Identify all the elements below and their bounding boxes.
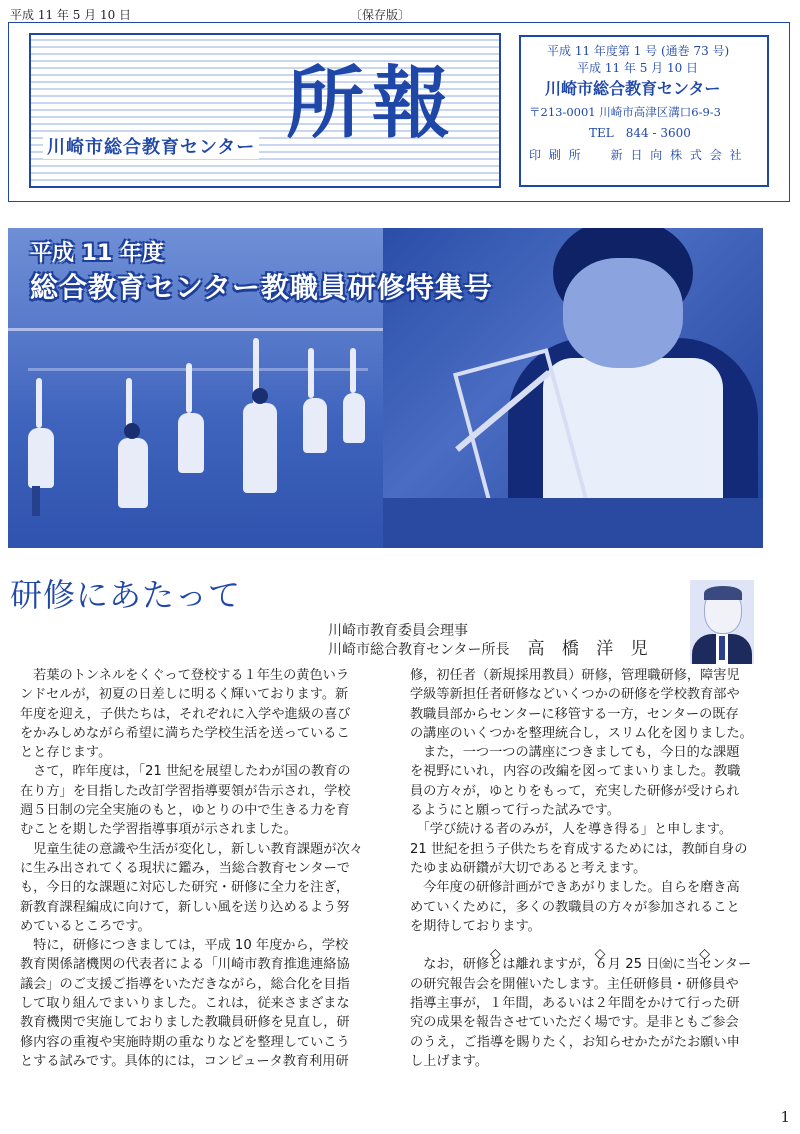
article-column-right [410,666,772,1071]
article-line: さて，昨年度は，「21 世紀を展望したわが国の教育の [20,764,351,780]
article-line: 21 世紀を担う子供たちを育成するためには，教師自身の [410,841,748,857]
diamond-icon: ◇ [699,946,710,962]
article-column-left [20,666,380,1071]
publisher-name: 川崎市総合教育センター [545,79,721,98]
feature-year: 平成 11 年度 [30,241,164,266]
issue-date: 平成 11 年 5 月 10 日 [577,61,699,75]
article-line: を視野にいれ，内容の改編を図ってまいりました。教職 [410,764,741,780]
edition-label: 〔保存版〕 [350,8,411,22]
article-line: 在り方」を目指した改訂学習指導要領が告示され，学校 [20,783,351,799]
diamond-icon: ◇ [490,946,501,962]
article-line: し上げます。 [410,1053,489,1069]
article-line: をかみしめながら希望に満ちた学校生活を送っているこ [20,725,350,741]
article-line: めているところです。 [20,918,151,934]
article-line: 若葉のトンネルをくぐって登校する１年生の黄色いラ [20,668,350,683]
author-portrait [690,580,754,664]
author-name: 高 橋 洋 児 [527,639,654,659]
printer-name: 印 刷 所 新 日 向 株 式 会 社 [529,148,744,162]
article-line: なお，研修とは離れますが，６月 25 日㈮に当センター [410,957,752,973]
feature-title: 総合教育センター教職員研修特集号 [30,271,493,304]
article-line: とする試みです。具体的には，コンピュータ教育利用研 [20,1053,349,1069]
masthead-info-box [519,35,769,187]
article-line: めていくために，多くの教職員の方々が参加されること [410,899,740,915]
publisher-phone: TEL 844 - 3600 [589,126,691,140]
section-divider [490,946,710,962]
diamond-icon: ◇ [594,946,606,962]
article-line: に生み出されてくる現状に鑑み，当総合教育センターで [20,860,350,876]
article-line: るようにと願って行った試みです。 [410,803,620,819]
article-line: 員の方々が，ゆとりをもって，充実した研修が受けられ [410,783,740,799]
article-line: 教職員部からセンターに移管する一方，センターの既存 [410,706,739,722]
issue-date-header: 平成 11 年 5 月 10 日 [10,8,132,22]
author-block [328,622,654,659]
publisher-address: 〒213-0001 川崎市高津区溝口6-9-3 [529,105,721,119]
masthead [8,22,790,202]
article-line: 教育関係諸機関の代表者による「川崎市教育推進連絡協 [20,957,350,973]
article-line: 指導主事が，１年間，あるいは２年間をかけて行った研 [410,996,740,1012]
article-line: むことを期した学習指導事項が示されました。 [20,822,297,838]
article-heading: 研修にあたって [10,576,242,614]
article-line: の講座のいくつかを整理統合し，スリム化を図りました。 [410,725,753,741]
article-line: 教育機関で実施しておりました教職員研修を見直し，研 [20,1015,350,1031]
article-line: ンドセルが，初夏の日差しに明るく輝いております。新 [20,687,349,703]
article-line: 今年度の研修計画ができあがりました。自らを磨き高 [410,880,740,896]
article-line: 週５日制の完全実施のもと，ゆとりの中で生きる力を育 [20,803,350,819]
article-line: の研究報告会を開催いたします。主任研修員・研修員や [410,976,739,992]
article-line: 「学び続ける者のみが，人を導き得る」と申します。 [410,822,733,838]
article-line: 修内容の重複や実施時期の重なりなどを整理していこう [20,1034,350,1050]
article-line: を期待しております。 [410,918,541,934]
article-line: 修，初任者（新規採用教員）研修，管理職研修，障害児 [410,668,740,683]
article-line: また，一つ一つの講座につきましても，今日的な課題 [410,745,740,761]
issue-number: 平成 11 年度第 1 号 (通巻 73 号) [547,44,730,58]
masthead-org: 川崎市総合教育センター [43,133,259,159]
article-line: たゆまぬ研鑽が大切であると考えます。 [410,860,647,876]
article-line: 年度を迎え，子供たちは，それぞれに入学や進級の喜び [20,706,351,722]
article-line: 児童生徒の意識や生活が変化し，新しい教育課題が次々 [20,841,363,857]
masthead-title-box [29,33,501,188]
article-line: 議会」のご支援ご指導をいただきながら，総合化を目指 [20,976,350,992]
feature-photo [8,228,763,548]
author-title-1: 川崎市教育委員会理事 [328,623,468,639]
page-number: 1 [780,1108,790,1126]
masthead-title: 所報 [286,58,459,149]
article-line: 学級等新担任者研修などいくつかの研修を学校教育部や [410,687,740,703]
article-line: して取り組んでまいりました。これは，従来さまざまな [20,996,350,1012]
article-line: も，今日的な課題に対応した研究・研修に全力を注ぎ， [20,880,350,896]
article-line: 特に，研修につきましては，平成 10 年度から，学校 [20,938,349,954]
article-line: 新教育課程編成に向けて，新しい風を送り込めるよう努 [20,899,350,915]
article-line: のうえ，ご指導を賜りたく，お知らせかたがたお願い申 [410,1034,740,1050]
author-title-2: 川崎市総合教育センター所長 [328,642,510,658]
article-line: とと存じます。 [20,745,112,761]
article-line: 究の成果を報告させていただく場です。是非ともご参会 [410,1015,739,1031]
